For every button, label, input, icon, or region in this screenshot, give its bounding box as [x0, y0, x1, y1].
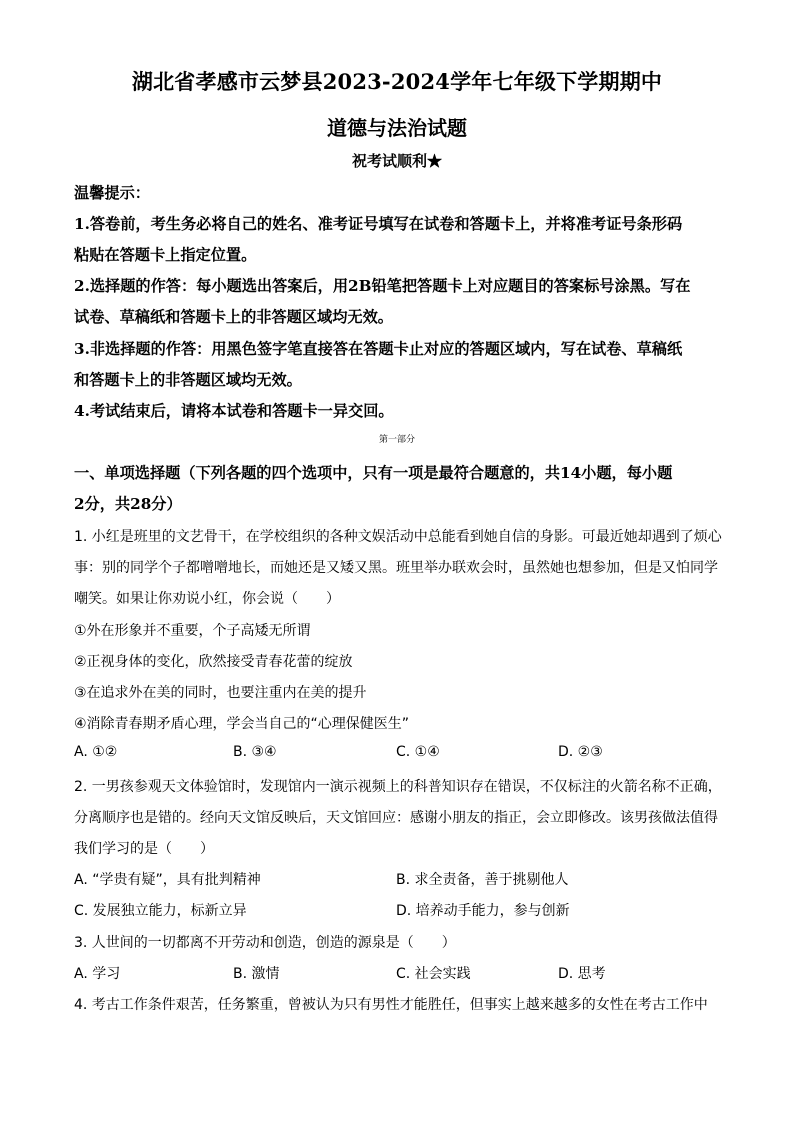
exam-subtitle: 道德与法治试题 [327, 116, 467, 140]
notice-line: 和答题卡上的非答题区域均无效。 [74, 371, 302, 389]
notice-line: 4.考试结束后，请将本试卷和答题卡一异交回。 [74, 402, 394, 420]
section-heading-cont: 2分，共28分） [74, 495, 182, 513]
question-2-option-a: A. “学贵有疑”，具有批判精神 [74, 872, 261, 888]
question-1-text: 1. 小红是班里的文艺骨干，在学校组织的各种文娱活动中总能看到她自信的身影。可最近她却遇到了烦心 [74, 529, 722, 545]
notice-line: 2.选择题的作答：每小题选出答案后，用2B铅笔把答题卡上对应题目的答案标号涂黑。写在 [74, 277, 691, 295]
question-3-option-a: A. 学习 [74, 966, 121, 982]
notice-line: 试卷、草稿纸和答题卡上的非答题区域均无效。 [74, 308, 393, 326]
question-3-option-b: B. 激情 [233, 966, 280, 982]
section-heading: 一、单项选择题（下列各题的四个选项中，只有一项是最符合题意的，共14小题，每小题 [74, 464, 673, 482]
question-1-option-a: A. ①② [74, 744, 118, 760]
question-1-option-c: C. ①④ [396, 744, 440, 760]
question-1-statement: ④消除青春期矛盾心理，学会当自己的“心理保健医生” [74, 716, 410, 732]
question-2-text: 分离顺序也是错的。经向天文馆反映后，天文馆回应：感谢小朋友的指正，会立即修改。该男孩做法值得 [74, 810, 718, 826]
question-1-text: 嘲笑。如果让你劝说小红，你会说（ ） [74, 591, 340, 607]
notice-heading: 温馨提示： [74, 184, 150, 202]
question-4-text: 4. 考古工作条件艰苦，任务繁重，曾被认为只有男性才能胜任，但事实上越来越多的女性在考古工作中 [74, 997, 708, 1013]
question-2-option-d: D. 培养动手能力，参与创新 [396, 903, 570, 919]
question-1-statement: ②正视身体的变化，欣然接受青春花蕾的绽放 [74, 654, 353, 670]
notice-line: 粘贴在答题卡上指定位置。 [74, 246, 257, 264]
question-1-statement: ①外在形象并不重要，个子高矮无所谓 [74, 623, 311, 639]
question-1-text: 事：别的同学个子都噌噌地长，而她还是又矮又黑。班里举办联欢会时，虽然她也想参加，但是又怕同学 [74, 560, 718, 576]
question-3-option-c: C. 社会实践 [396, 966, 471, 982]
part-heading: 第一部分 [378, 435, 415, 445]
notice-line: 1.答卷前，考生务必将自己的姓名、准考证号填写在试卷和答题卡上，并将准考证号条形码 [74, 215, 683, 233]
question-1-option-d: D. ②③ [558, 744, 603, 760]
notice-line: 3.非选择题的作答：用黑色签字笔直接答在答题卡止对应的答题区域内，写在试卷、草稿纸 [74, 340, 683, 358]
question-2-text: 2. 一男孩参观天文体验馆时，发现馆内一演示视频上的科普知识存在错误，不仅标注的火箭名称不正确， [74, 779, 722, 795]
question-1-statement: ③在追求外在美的同时，也要注重内在美的提升 [74, 685, 367, 701]
blessing-line: 祝考试顺利★ [351, 152, 442, 170]
question-2-option-c: C. 发展独立能力，标新立异 [74, 903, 247, 919]
question-3-text: 3. 人世间的一切都离不开劳动和创造，创造的源泉是（ ） [74, 935, 456, 951]
exam-title: 湖北省孝感市云梦县2023-2024学年七年级下学期期中 [131, 69, 663, 94]
question-1-option-b: B. ③④ [233, 744, 277, 760]
question-3-option-d: D. 思考 [558, 966, 606, 982]
question-2-text: 我们学习的是（ ） [74, 841, 214, 857]
question-2-option-b: B. 求全责备，善于挑剔他人 [396, 872, 569, 888]
